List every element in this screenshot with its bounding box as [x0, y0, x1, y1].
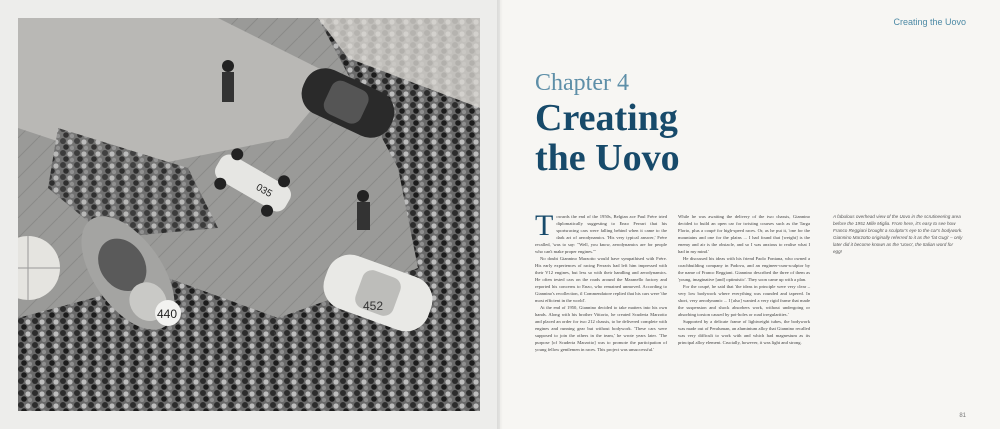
- drop-cap: T: [535, 209, 554, 242]
- paragraph: He discussed his ideas with his friend Paolo Fontana, who owned a coachbuilding company in Padova, and an engineer-cum-sculptor by the name of Franco Reggiani. Giannino described the three of them as 'young, imaginative [and] optimistic'. They soon came up with a plan.: [678, 256, 810, 282]
- paragraph: At the end of 1950, Giannino decided to take matters into his own hands. Along with his brother Vittorio, he created Scuderia Marzotto and placed an order for two 212 chassis, to be delivered complete with engines and running gear but without bodywork. 'These cars were supposed to join the others in the team,' he wrote years later. 'The purpose [of Scuderia Marzotto] was to promote the participation of young fellow gentlemen in races. This project was unsuccessful.': [535, 305, 667, 352]
- running-head: Creating the Uovo: [893, 17, 966, 27]
- body-column-2: [678, 213, 810, 346]
- gutter-shadow: [497, 0, 503, 429]
- paragraph: For the coupé, he said that 'the ideas in principle were very clear – very low bodywork where everything was rounded and tapered. In short, very aerodynamic ... I [also] wanted a very rigid frame that made the suspension and shock absorbers work, without undergoing or absorbing torsion caused by pot-holes or road irregularities.': [678, 284, 810, 317]
- page-number: 81: [959, 413, 966, 419]
- chapter-label: Chapter 4: [535, 70, 629, 96]
- chapter-title: [535, 98, 935, 178]
- overhead-race-photo-image: [18, 18, 480, 411]
- car-number-440: 440: [157, 307, 178, 321]
- car-number-035: 035: [253, 182, 274, 200]
- paragraph: While he was awaiting the delivery of the two chassis, Giannino decided to build an open car for twisting courses such as the Targa Florio, plus a coupé for high-speed races. Or, as he put it, 'one for the mountains and one for the plains ... I had found that [weight] is the enemy and air is the obstacle, and so I was anxious to realise what I had in my mind.': [678, 214, 810, 254]
- photo-caption: A fabulous overhead view of the Uovo in the scrutineering area before the 1951 Mille Miglia. From here, it's easy to see how Franco Reggiani brought a sculptor's eye to the car's bodywork. Giannino Marzotto originally referred to it as the 'fat Gugi' – only later did it become known as the 'Uovo', the Italian word for egg!: [833, 214, 963, 254]
- car-number-452: 452: [363, 299, 384, 313]
- paragraph: No doubt Giannino Marzotto would have sympathised with Frère. His early experiences of racing Ferraris had left him impressed with their V12 engines, but less so with their handling and aerodynamics. He often tested cars on the roads around the Maranello factory and reported his concerns to Enzo, who remained unmoved. According to Giannino's recollection, il Commendatore replied that his cars were 'the most efficient in the world'.: [535, 256, 667, 303]
- paragraph: Towards the end of the 1950s, Belgian ace Paul Frère tried diplomatically suggesting to Enzo Ferrari that his sportsracing cars were falling behind when it came to the dark art of aerodynamics. 'His very typical answer,' Frère recalled, 'was to say: "Well, you know, aerodynamics are for people who can't make proper engines."': [535, 209, 667, 254]
- paragraph: Supported by a delicate frame of lightweight tubes, the bodywork was made out of Peraluman, an aluminium alloy that Giannino recalled was very difficult to work with and which had magnesium as its principal alloy element. Crucially, however, it was light and strong.: [678, 319, 810, 345]
- chapter-title-line2: the Uovo: [535, 137, 680, 179]
- body-column-1: [535, 209, 667, 353]
- chapter-title-line1: Creating: [535, 97, 678, 139]
- race-photo: [18, 18, 480, 411]
